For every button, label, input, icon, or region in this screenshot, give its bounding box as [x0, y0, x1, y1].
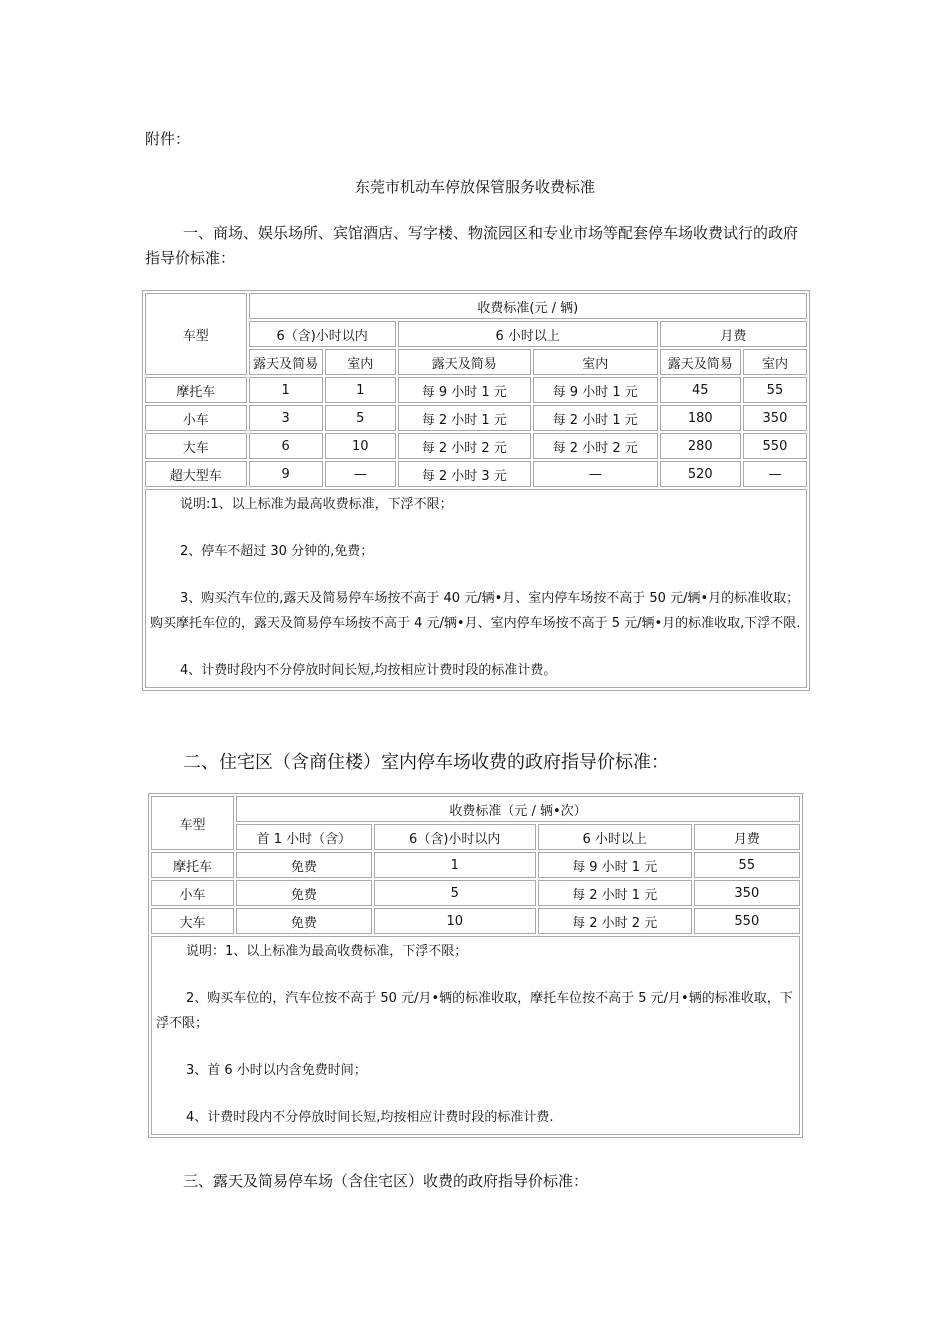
header-fee-standard: 收费标准(元 / 辆) — [249, 293, 807, 319]
subheader-open: 露天及简易 — [398, 349, 531, 375]
cell-over6: 每 2 小时 2 元 — [538, 908, 692, 934]
cell-monthly-indoor: — — [743, 461, 807, 487]
subheader-open: 露天及简易 — [249, 349, 323, 375]
cell-within6-open: 6 — [249, 433, 323, 459]
note-item: 说明:1、以上标准为最高收费标准，下浮不限； — [180, 497, 453, 512]
note-item: 4、计费时段内不分停放时间长短,均按相应计费时段的标准计费. — [186, 1110, 554, 1125]
commercial-parking-fee-table — [142, 290, 810, 691]
subheader-indoor: 室内 — [743, 349, 807, 375]
cell-within6-indoor: 10 — [325, 433, 396, 459]
cell-monthly-indoor: 350 — [743, 405, 807, 431]
cell-over6-indoor: 每 2 小时 2 元 — [533, 433, 658, 459]
cell-first-hour: 免费 — [236, 908, 372, 934]
row-vehicle-type: 摩托车 — [151, 852, 234, 878]
cell-monthly-open: 180 — [660, 405, 741, 431]
note-item: 2、购买车位的，汽车位按不高于 50 元/月•辆的标准收取，摩托车位按不高于 5 元/月•辆的标准收取，下浮不限； — [156, 991, 793, 1031]
header-monthly: 月费 — [660, 321, 807, 347]
table-row — [151, 880, 800, 906]
table-row — [145, 433, 807, 459]
header-within-6h: 6（含)小时以内 — [249, 321, 396, 347]
cell-within6-open: 9 — [249, 461, 323, 487]
residential-fee-grid — [149, 794, 802, 1137]
header-fee-standard: 收费标准（元 / 辆•次） — [236, 796, 800, 822]
cell-within6-indoor: 1 — [325, 377, 396, 403]
section1-heading: 一、商场、娱乐场所、宾馆酒店、写字楼、物流园区和专业市场等配套停车场收费试行的政府指导价标准： — [145, 224, 799, 267]
table-row — [151, 852, 800, 878]
note-item: 说明：1、以上标准为最高收费标准，下浮不限； — [186, 944, 468, 959]
cell-over6: 每 2 小时 1 元 — [538, 880, 692, 906]
table-row — [145, 461, 807, 487]
section2-heading: 二、住宅区（含商住楼）室内停车场收费的政府指导价标准： — [183, 752, 669, 773]
cell-monthly-open: 45 — [660, 377, 741, 403]
cell-within6: 5 — [374, 880, 536, 906]
cell-first-hour: 免费 — [236, 880, 372, 906]
cell-within6-open: 3 — [249, 405, 323, 431]
header-vehicle-type: 车型 — [151, 796, 234, 850]
cell-within6-indoor: 5 — [325, 405, 396, 431]
cell-over6: 每 9 小时 1 元 — [538, 852, 692, 878]
table-row — [145, 377, 807, 403]
cell-within6: 10 — [374, 908, 536, 934]
cell-over6-indoor: — — [533, 461, 658, 487]
note-item: 3、首 6 小时以内含免费时间； — [186, 1063, 367, 1078]
residential-parking-fee-table — [148, 793, 803, 1138]
cell-within6: 1 — [374, 852, 536, 878]
document-title: 东莞市机动车停放保管服务收费标准 — [354, 178, 595, 196]
header-first-hour: 首 1 小时（含） — [236, 824, 372, 850]
cell-first-hour: 免费 — [236, 852, 372, 878]
header-over-6h: 6 小时以上 — [398, 321, 658, 347]
section3-heading: 三、露天及简易停车场（含住宅区）收费的政府指导价标准： — [183, 1172, 589, 1190]
row-vehicle-type: 小车 — [145, 405, 247, 431]
row-vehicle-type: 小车 — [151, 880, 234, 906]
cell-within6-open: 1 — [249, 377, 323, 403]
notes-cell — [145, 489, 807, 688]
cell-over6-open: 每 2 小时 2 元 — [398, 433, 531, 459]
note-item: 3、购买汽车位的,露天及简易停车场按不高于 40 元/辆•月、室内停车场按不高于 50 元/辆•月的标准收取；购买摩托车位的，露天及简易停车场按不高于 4 元/辆•月、室内停车场按不高于 5 元/辆•月的标准收取,下浮不限. — [150, 591, 801, 631]
header-within-6h: 6（含)小时以内 — [374, 824, 536, 850]
header-monthly: 月费 — [694, 824, 800, 850]
cell-over6-indoor: 每 2 小时 1 元 — [533, 405, 658, 431]
section1-notes — [146, 490, 806, 687]
cell-monthly-indoor: 550 — [743, 433, 807, 459]
cell-over6-open: 每 2 小时 1 元 — [398, 405, 531, 431]
header-over-6h: 6 小时以上 — [538, 824, 692, 850]
row-vehicle-type: 大车 — [151, 908, 234, 934]
subheader-indoor: 室内 — [325, 349, 396, 375]
section2-notes — [152, 937, 799, 1134]
note-item: 4、计费时段内不分停放时间长短,均按相应计费时段的标准计费。 — [180, 663, 557, 678]
note-item: 2、停车不超过 30 分钟的,免费； — [180, 544, 374, 559]
cell-monthly-indoor: 55 — [743, 377, 807, 403]
cell-monthly-open: 280 — [660, 433, 741, 459]
row-vehicle-type: 摩托车 — [145, 377, 247, 403]
table-row — [145, 405, 807, 431]
row-vehicle-type: 大车 — [145, 433, 247, 459]
notes-cell — [151, 936, 800, 1135]
cell-over6-open: 每 9 小时 1 元 — [398, 377, 531, 403]
subheader-open: 露天及简易 — [660, 349, 741, 375]
cell-monthly-open: 520 — [660, 461, 741, 487]
cell-monthly: 350 — [694, 880, 800, 906]
cell-monthly: 55 — [694, 852, 800, 878]
subheader-indoor: 室内 — [533, 349, 658, 375]
commercial-fee-grid — [143, 291, 809, 690]
cell-within6-indoor: — — [325, 461, 396, 487]
cell-over6-indoor: 每 9 小时 1 元 — [533, 377, 658, 403]
attachment-label: 附件： — [145, 130, 191, 148]
row-vehicle-type: 超大型车 — [145, 461, 247, 487]
cell-monthly: 550 — [694, 908, 800, 934]
header-vehicle-type: 车型 — [145, 293, 247, 375]
cell-over6-open: 每 2 小时 3 元 — [398, 461, 531, 487]
table-row — [151, 908, 800, 934]
